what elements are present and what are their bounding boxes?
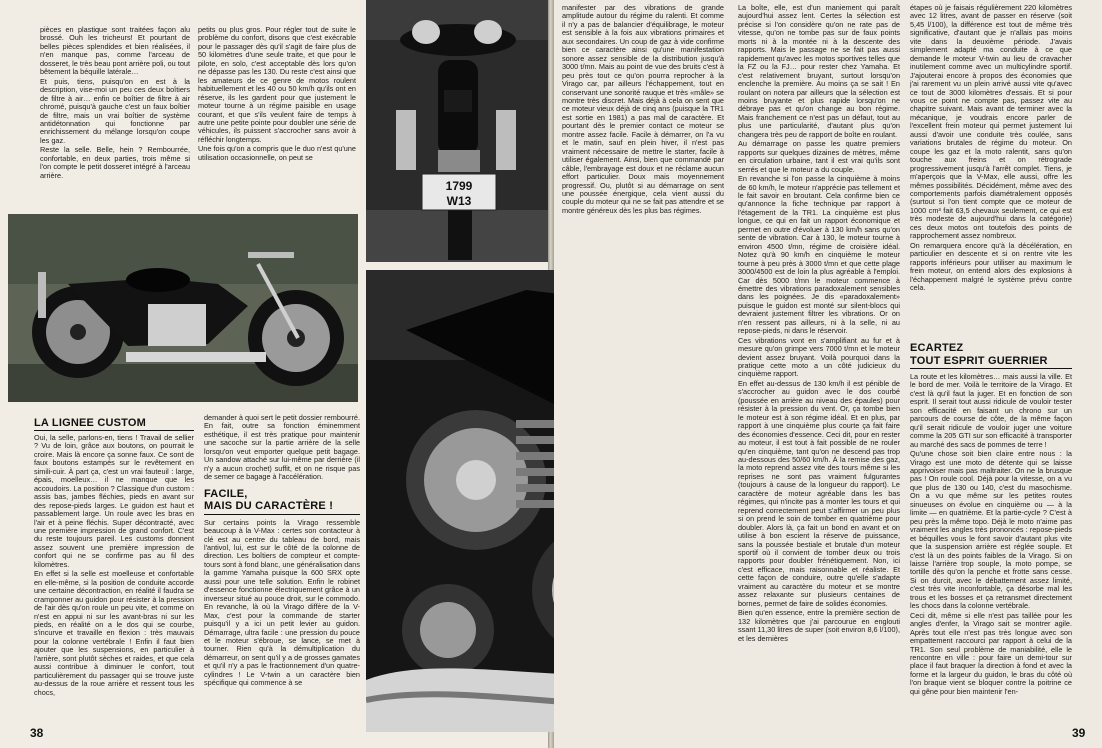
right-column-3-top [910, 4, 1072, 336]
paragraph: pièces en plastique sont traitées façon alu brossé. Ouh les tricheurs! Et pourtant de belles pièces splendides et bien réalisées, il n'en manque pas, comme l'arceau de dosseret, le très beau pont arrière poli, ou tout bêtement la béquille latérale… [40, 26, 190, 77]
license-plate-line1: 1799 [445, 179, 473, 193]
page-number-left: 38 [30, 726, 44, 740]
section-heading-lignee-custom: LA LIGNEE CUSTOM [34, 417, 194, 431]
paragraph: Oui, la selle, parlons-en, tiens ! Travail de sellier ? Vu de loin, grâce aux boutons, on pourrait le croire. Mais là encore ça sonne faux. Ce sont de faux boutons estampés sur le revêtement en simili-cuir. À part ça, c'est un vrai fauteuil : large, épais, moelleux… il ne manque que les accoudoirs. La position ? Classique d'un custom : assis bas, jambes fléchies, pieds en avant sur des repose-pieds larges. Le guidon est haut et passablement large. Un roule avec les bras en l'air et à peine fléchis. Super décontracté, avec une première impression de grand confort. C'est du reste toujours pareil. Les customs donnent assez souvent une première impression de confort qui ne se confirme pas au fil des kilomètres. [34, 433, 194, 569]
motorcycle-rear-photo [366, 0, 548, 262]
paragraph: Une fois qu'on a compris que le duo n'est qu'une utilisation occasionnelle, on peut se [198, 144, 356, 162]
motorcycle-side-photo [8, 214, 358, 402]
paragraph: Reste la selle. Belle, hein ? Rembourrée, confortable, en deux parties, trois même si l'on compte le petit dosseret intégré à l'arceau arrière. [40, 145, 190, 180]
paragraph: Sur certains points la Virago ressemble beaucoup à la V-Max : certes son contacteur à clé est au centre du tableau de bord, mais l'antivol, lui, est sur le côté de la colonne de direction. Les boîtiers de compteur et compte-tours sont à fond blanc, une généralisation dans la gamme Yamaha puisque la 600 SRX opte aussi pour une telle solution. Enfin le robinet d'essence fonctionne électriquement grâce à un inverseur situé au pouce droit, sur le commodo. En revanche, là où la Virago diffère de la V-Max, c'est pour la commande de starter puisqu'il y a ici un petit levier au guidon. Démarrage, ultra facile : une pression du pouce et le moteur s'ébroue, se lance, se met à tourner. Rien qu'à la démultiplication du démarreur, on sent qu'il y a de grosses gamates et qu'il n'y a pas le fractionnement d'un quatre-cylindres ! Le V-twin a un caractère bien spécifique qui commence à se [204, 517, 360, 688]
paragraph: Qu'une chose soit bien claire entre nous : la Virago est une moto de détente qui se laisse apprivoiser mais pas maltraiter. On ne la brusque pas ! On roule cool. Déjà pour la vitesse, on a vu que plus de 130 ou 140, c'est du masochisme. On a vu que même sur les petites routes sinueuses on évolue en cinquième ou — à la limite — en quatrième. Et la partie-cycle ? C'est à peu près la même topo. Déjà le moto n'aime pas vraiment les angles très prononcés : repose-pieds et béquilles vous le font savoir d'autant plus vite que la suspension arrière est réglée souple. Et c'est là un des points faibles de la Virago. Si on laisse l'arrière trop souple, la moto pompe, se tortille dès qu'on la penche et frotte sans cesse. Si on durcit, avec le débattement assez limité, c'est très vite inconfortable, ça désorbe mal les trous et les bosses et ça retransmet directement les chocs dans la colonne vertébrale. [910, 449, 1072, 611]
paragraph: Au démarrage on passe les quatre premiers rapports sur quelques dizaines de mètres, même en circulation urbaine, tant il est vrai qu'ils sont serrés et que le moteur a du couple. [738, 139, 900, 174]
right-column-3-bottom [910, 336, 1072, 720]
section-heading-ecartez-line2: TOUT ESPRIT GUERRIER [910, 354, 1048, 367]
left-column-1-top [40, 26, 190, 194]
paragraph: En effet si la selle est moelleuse et confortable en elle-même, si la position de conduite accorde une certaine décontraction, en réalité il faudra se cramponner au guidon pour résister à la pression de l'air dès qu'on roule un peu vite, et comme on n'est en appui ni sur les avant-bras ni sur les pieds, en réalité on a le dos qui se courbe, s'incurve et travaille en flexion : très mauvais pour la colonne vertébrale ! Enfin il faut bien ajouter que les suspensions, en particulier à l'arrière, sont plutôt sèches et raides, et que cela aussi contribue à diminuer le confort, tout particulièrement du passager qui se trouve juste au-dessus de la roue arrière et ressent tous les chocs, [34, 569, 194, 697]
paragraph: étapes où je faisais régulièrement 220 kilomètres avec 12 litres, avant de passer en réserve (soit 5,45 l/100), la différence est tout de même très significative, d'autant que je n'allais pas moins vite dans la deuxième période. J'avais simplement adapté ma conduite à ce que demande le moteur V-twin au lieu de cravacher inutilement comme avec un multicylindre sportif. J'ajouterai encore à propos des économies que j'ai rarement vu un plein arrivé aussi vite qu'avec ce tout de 3000 kilomètres d'essais. Et si pour vous ce point ne compte pas, passez vite au chapitre suivant. Mais avant de terminer avec la mécanique, je voudrais encore parler de l'excellent frein moteur qui permet justement lui aussi d'avoir une conduite très coulée, sans variations brutales de régime du moteur. On coupe les gaz et la moto ralentit, sans qu'on touche aux freins et on rétrograde progressivement jusqu'à l'arrêt complet. Tiens, je m'aperçois que la V-Max, elle aussi, offre les mêmes possibilités. Décidément, même avec des comportements parfois diamétralement opposés (surtout si l'on tient compte que ce moteur de 1000 cm³ fait 63,5 chevaux seulement, ce qui est très modeste de aujourd'hui dans la catégorie) ces deux motos ont toutefois des points de rapprochement assez nombreux. [910, 4, 1072, 241]
paragraph: Ces vibrations vont en s'amplifiant au fur et à mesure qu'on grimpe vers 7000 t/mn et le moteur devient assez bruyant. Voilà pourquoi dans la pratique cette moto a un côté judicieux du cinquième rapport. [738, 335, 900, 379]
paragraph: En effet au-dessus de 130 km/h il est pénible de s'accrocher au guidon avec le dos courbé (poussée en arrière au niveau des épaules) pour résister à la pression du vent. Or, ça tombe bien le moteur est à son régime idéal. Et en plus, par rapport à une cinquième plus courte ça fait faire des économies d'essence. Ceci dit, pour en rester au moteur, il est tout à fait possible de ne rouler qu'en cinquième, tant qu'on ne descend pas trop au-dessous des 50/60 km/h. À la remise des gaz, la moto reprend assez vite des tours même si les reprises ne sont pas vraiment fulgurantes (toujours à cause de la longueur du rapport). Le caractère de moteur agréable dans les bas régimes, qui n'incite pas à monter les tours et qui reprend correctement peut s'affirmer un peu plus si on prend le soin de tomber en quatrième pour doubler. Alors là, ça fait un bond en avant et on utilise à bon escient la réserve de puissance, sans la poussée bestiale et brutale d'un moteur sportif où il convient de tomber deux ou trois rapports pour doubler frénétiquement. Non, ici c'est efficace, mais raisonnable et réaliste. Et cette façon de conduire, outre qu'elle s'adapte vraiment au caractère du moteur et se montre assez relaxante sur plusieurs centaines de bornes, permet de faire de solides économies. [738, 378, 900, 608]
paragraph: On remarquera encore qu'à la décélération, en particulier en descente et si on rentre vite les rapports inférieurs pour utiliser au maximum le frein moteur, on entend alors des explosions à l'échappement malgré le système prévu contre cela. [910, 240, 1072, 292]
paragraph: Ceci dit, même si elle n'est pas taillée pour les angles d'enfer, la Virago sait se montrer agile. Après tout elle n'est pas très longue avec son empattement raccourci par rapport à celui de la TR1. Son seul problème de maniabilité, elle le rencontre en ville : pour faire un demi-tour sur place il faut braquer la direction à fond et avec la forme et la largeur du guidon, le bras du côté où l'on braque vient se bloquer contre la poitrine ce qui gêne pour bien maintenir l'en- [910, 610, 1072, 696]
section-heading-facile [204, 488, 360, 515]
paragraph: La boîte, elle, est d'un maniement qui paraît aujourd'hui assez lent. Certes la sélection est précise si l'on considère qu'on ne rate pas de vitesse, qu'on ne tombe pas sur de faux points morts ni à la montée ni à la descente des rapports. Mais le passage ne se fait pas aussi rapidement qu'avec les motos sportives telles que la FZ ou la FJ… pour rester chez Yamaha. Et c'est relativement bruyant, surtout lorsqu'on enclenche la première. Au moins ça se sait ! En roulant on notera par ailleurs que la sélection est moins bruyante et plus rapide lorsqu'on ne débraye pas et qu'on change au bon régime. Mais franchement ce n'est pas un défaut, tout au plus une particularité, d'autant plus qu'on changera très peu de rapport de boîte en roulant. [738, 4, 900, 139]
paragraph: demander à quoi sert le petit dossier rembourré. En fait, outre sa fonction éminemment esthétique, il est très pratique pour maintenir une sacoche sur la partie arrière de la selle lorsqu'on veut emporter quelque petit bagage. Un sandow attaché sur lui-même par derrière (il n'y a aucun crochet) suffit, et on ne risque pas de semer ce bagage à l'accélération. [204, 414, 360, 482]
left-column-1-bottom [34, 414, 194, 716]
paragraph: La route et les kilomètres… mais aussi la ville. Et le bord de mer. Voilà le territoire de la Virago. Et c'est là qu'il faut la juger. Et en fonction de son esprit. Il serait tout aussi ridicule de vouloir tester son efficacité en faisant un chrono sur un parcours de course de côte, de la même façon qu'il serait ridicule de vouloir juger une voiture comme la 205 GTI sur son efficacité à transporter au marché des sacs de pommes de terre ! [910, 372, 1072, 449]
paragraph: Et puis, tiens, puisqu'on en est à la description, vise-moi un peu ces deux boîtiers de filtre à air… enfin ce boîtier de filtre à air chromé, puisqu'à gauche c'est un faux boîtier de filtre, mais un vrai boîtier de système antidétonnation qui fonctionne par enrichissement du mélange lorsqu'on coupe les gaz. [40, 76, 190, 145]
section-heading-facile-line1: FACILE, [204, 487, 248, 500]
section-heading-facile-line2: MAIS DU CARACTÈRE ! [204, 500, 334, 513]
paragraph: petits ou plus gros. Pour régler tout de suite le problème du confort, disons que c'est exécrable pour le passager dès qu'il s'agit de faire plus de 50 kilomètres d'une seule traite, et que pour le pilote, en solo, c'est acceptable dès lors qu'on ne dépasse pas les 130. Du reste c'est ainsi que les amateurs de ce genre de motos roulent habituellement et les 40 ou 50 km/h qu'ils ont en réserve, ils les gardent pour que justement le moteur tourne à un régime paisible en usage courant, et que s'ils veulent faire de temps à autre une petite pointe pour doubler une série de véhicules, ils puissent s'accrocher sans avoir à réfléchir longtemps. [198, 26, 356, 144]
right-column-2 [738, 4, 900, 720]
left-column-2-top [198, 26, 356, 194]
right-column-1 [562, 4, 724, 258]
page-number-right: 39 [1072, 726, 1086, 740]
paragraph: Bien qu'en essence, entre la première section de 132 kilomètres que j'ai parcourue en englouti ssant 11,30 litres de super (soit environ 8,6 l/100), et les dernières [738, 608, 900, 643]
section-heading-ecartez-line1: ECARTEZ [910, 342, 964, 354]
paragraph: En revanche si l'on passe la cinquième à moins de 60 km/h, le moteur n'apprécie pas tellement et le fait savoir en broutant. Cela confirme bien ce qu'annonce la fiche technique par rapport à l'étagement de la TR1. La cinquième est plus longue, ce qui en fait un rapport économique et permet en outre d'évoluer à 130 km/h sans qu'on sente de vibration. Car à 130, le moteur tourne à environ 4500 t/mn, régime de croisière idéal. Notez qu'à 90 km/h en cinquième le moteur tourne à peu près à 3000 t/mn et que cette plage 3000/4500 est de loin la plus agréable à l'emploi. Car dès 5000 t/mn le moteur commence à émettre des vibrations paradoxalement sensibles dans les poignées. Je dis «paradoxalement» puisque le guidon est monté sur silent-blocs qui devraient justement filtrer les vibrations. Or on n'en ressent pas ailleurs, ni à la selle, ni au repose-pieds, ni dans le réservoir. [738, 174, 900, 336]
license-plate-line2: W13 [446, 194, 472, 208]
section-heading-ecartez [910, 342, 1072, 369]
paragraph: manifester par des vibrations de grande amplitude autour du régime du ralenti. Et comme il n'y a pas de balancier d'équilibrage, le moteur est sensible à la fois aux vibrations primaires et aux secondaires. Un coup de gaz à vide confirme bien ce caractère ainsi qu'une manifestation sonore assez sensible de la distribution jusqu'à 3000 t/mn. Mais au point de vue des bruits c'est à peu près tout ce qu'on pourra reprocher à la Virago car, par ailleurs l'échappement, tout en conservant une sonorité rauque et très «mâle» se montre très discret. Mais déjà à cela on sent que ce moteur vieux déjà de cinq ans (puisque la TR1 est sortie en 1981) a pas mal de caractère. Et pourtant dès le premier contact ce moteur se montre assez facile. Facile à démarrer, on l'a vu et le matin, sauf en plein hiver, il n'est pas vraiment nécessaire de mettre le starter, facile à utiliser également. Ainsi, bien que commandé par câble, l'embrayage est doux et ne réclame aucun effort particulier. Doux mais moyennement progressif. Ou, plutôt si au démarrage on sent une poussée énergique, cela vient aussi du couple du moteur qui ne se fait pas attendre et se montre généreux dès les plus bas régimes. [562, 4, 724, 215]
left-column-2-bottom [204, 414, 360, 714]
